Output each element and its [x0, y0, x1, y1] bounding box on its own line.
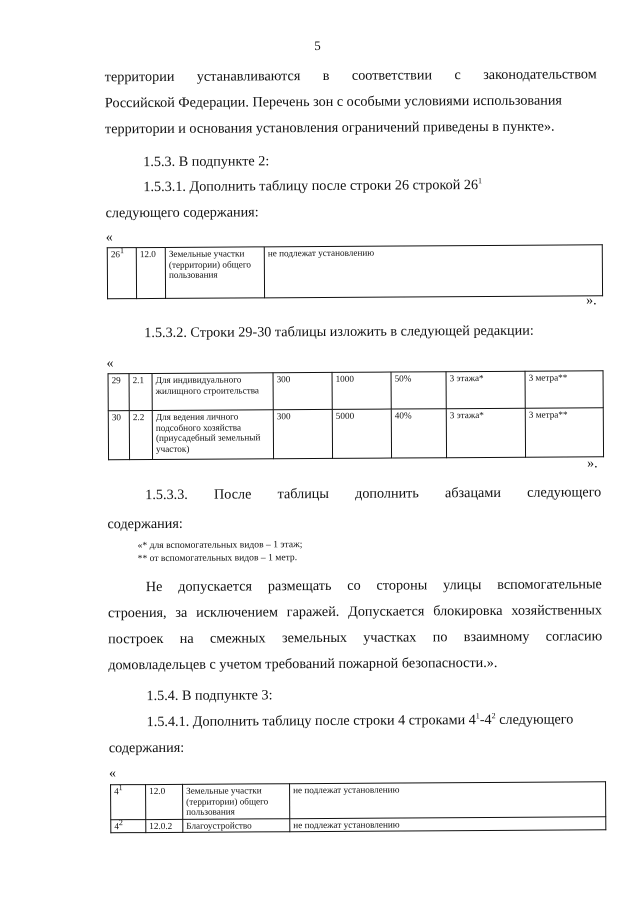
- paragraph-line: 1.5.4.1. Дополнить таблицу после строки 4 строками $4^1-4^2$ следующего: [146, 711, 574, 731]
- close-quote: ».: [586, 293, 597, 309]
- paragraph-line: Российской Федерации. Перечень зон с особыми условиями использования: [104, 92, 562, 112]
- paragraph-line: следующего содержания:: [105, 204, 259, 222]
- open-quote: «: [108, 766, 117, 782]
- footnote-line: «* для вспомогательных видов – 1 этаж;: [137, 539, 303, 552]
- section-heading: 1.5.3.2. Строки 29-30 таблицы изложить в следующей редакции:: [144, 322, 534, 342]
- paragraph-line: строения, за исключением гаражей. Допускается блокировка хозяйственных: [107, 602, 603, 622]
- paragraph-line: территории устанавливаются в соответствии с законодательством: [104, 66, 597, 86]
- paragraph-line: содержания:: [108, 739, 185, 757]
- paragraph-line: 1.5.3.1. Дополнить таблицу после строки 26 строкой $26^1$: [143, 176, 483, 196]
- paragraph-line: территории и основания установления ограничений приведены в пункте».: [104, 118, 555, 138]
- paragraph-line: построек на смежных земельных участках по взаимному согласию: [108, 628, 603, 648]
- paragraph-line: содержания:: [107, 515, 183, 533]
- open-quote: «: [105, 230, 113, 246]
- close-quote: ».: [587, 456, 598, 472]
- footnote-line: ** от вспомогательных видов – 1 метр.: [137, 552, 298, 565]
- table-rows-4-1-4-2: $4^1$ 12.0 Земельные участки (территории) общего пользования не подлежат установлению $4^2$ 12.0.2 Благоустройство не подлежат установлению: [110, 781, 606, 833]
- table-rows-29-30: 29 2.1 Для индивидуального жилищного строительства 300 1000 50% 3 этажа* 3 метра** 30 2.2 Для ведения личного подсобного хозяйства (приусадебный земельный участок) 300 5000 40% 3 этажа* 3 метра**: [108, 370, 605, 460]
- open-quote: «: [106, 356, 114, 372]
- section-heading: 1.5.4. В подпункте 3:: [146, 687, 273, 705]
- paragraph-line: 1.5.3.3. После таблицы дополнить абзацами следующего: [145, 484, 602, 504]
- paragraph-line: домовладельцев с учетом требований пожарной безопасности.».: [108, 654, 498, 674]
- table-row-26-1: $26^1$ 12.0 Земельные участки (территории) общего пользования не подлежат установлению: [107, 244, 603, 299]
- paragraph-line: Не допускается размещать со стороны улицы вспомогательные: [145, 576, 602, 596]
- page-number: 5: [314, 37, 321, 54]
- section-heading: 1.5.3. В подпункте 2:: [143, 153, 270, 171]
